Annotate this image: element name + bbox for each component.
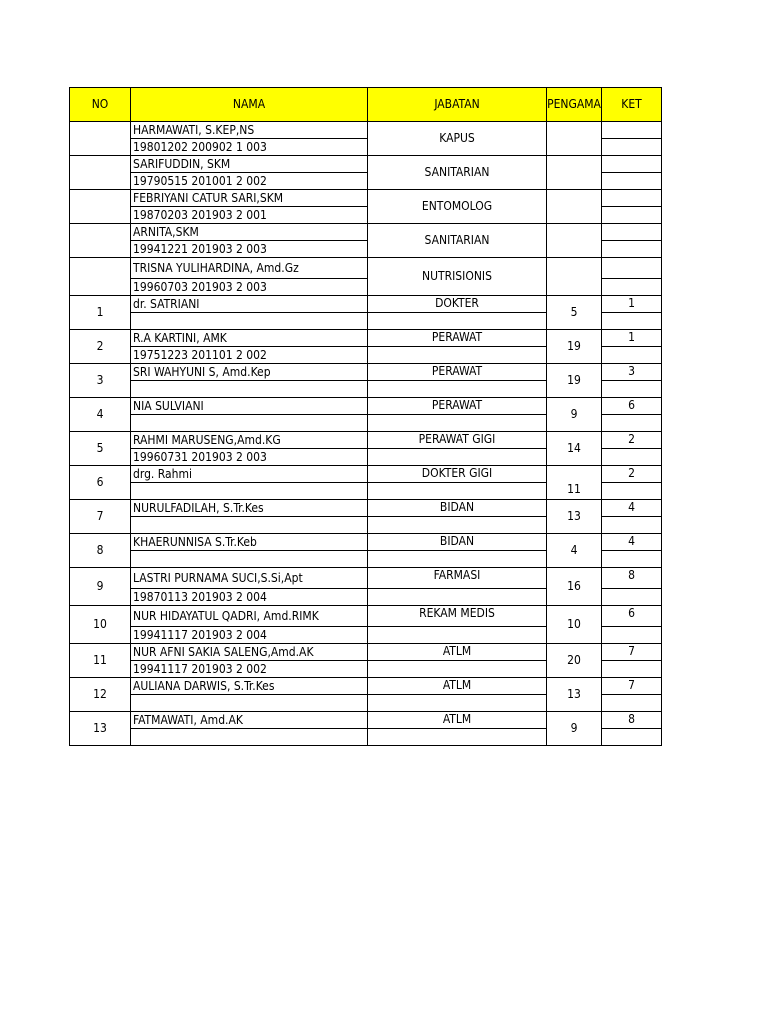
header-jabatan: JABATAN — [368, 88, 547, 122]
cell-jabatan-blank — [368, 449, 547, 466]
cell-jabatan-blank — [368, 347, 547, 364]
header-row — [70, 88, 662, 122]
cell-pengalaman: 4 — [547, 534, 602, 568]
cell-ket-blank — [602, 661, 662, 678]
cell-name: NUR AFNI SAKIA SALENG,Amd.AK — [131, 644, 368, 661]
cell-pengalaman: 9 — [547, 712, 602, 746]
cell-no: 13 — [70, 712, 131, 746]
cell-ket-blank — [602, 241, 662, 258]
cell-nip: 19801202 200902 1 003 — [131, 139, 368, 156]
cell-nip — [131, 729, 368, 746]
cell-ket-blank — [602, 449, 662, 466]
cell-no: 9 — [70, 568, 131, 606]
cell-jabatan-blank — [368, 415, 547, 432]
cell-jabatan: KAPUS — [368, 122, 547, 156]
cell-nip — [131, 483, 368, 500]
header-no: NO — [70, 88, 131, 122]
cell-ket-blank — [602, 483, 662, 500]
cell-name: ARNITA,SKM — [131, 224, 368, 241]
cell-pengalaman: 19 — [547, 330, 602, 364]
cell-nip — [131, 313, 368, 330]
cell-nip: 19790515 201001 2 002 — [131, 173, 368, 190]
cell-ket-blank — [602, 381, 662, 398]
cell-jabatan: ATLM — [368, 712, 547, 729]
cell-jabatan-blank — [368, 627, 547, 644]
cell-pengalaman: 9 — [547, 398, 602, 432]
cell-ket: 6 — [602, 398, 662, 415]
cell-name: LASTRI PURNAMA SUCI,S.Si,Apt — [131, 568, 368, 589]
cell-no: 7 — [70, 500, 131, 534]
cell-name: TRISNA YULIHARDINA, Amd.Gz — [131, 258, 368, 279]
cell-no — [70, 156, 131, 190]
cell-no: 4 — [70, 398, 131, 432]
cell-nip: 19941117 201903 2 004 — [131, 627, 368, 644]
cell-nip: 19941117 201903 2 002 — [131, 661, 368, 678]
cell-pengalaman — [547, 224, 602, 258]
cell-nip: 19870113 201903 2 004 — [131, 589, 368, 606]
cell-ket: 6 — [602, 606, 662, 627]
cell-no — [70, 224, 131, 258]
cell-ket-blank — [602, 415, 662, 432]
cell-name: NIA SULVIANI — [131, 398, 368, 415]
cell-jabatan: REKAM MEDIS — [368, 606, 547, 627]
cell-jabatan-blank — [368, 313, 547, 330]
cell-ket-blank — [602, 517, 662, 534]
cell-pengalaman: 20 — [547, 644, 602, 678]
cell-ket-blank — [602, 279, 662, 296]
table-row — [70, 568, 662, 589]
cell-ket: 4 — [602, 534, 662, 551]
cell-name: SRI WAHYUNI S, Amd.Kep — [131, 364, 368, 381]
cell-no: 12 — [70, 678, 131, 712]
cell-jabatan: SANITARIAN — [368, 156, 547, 190]
cell-jabatan: PERAWAT — [368, 330, 547, 347]
cell-jabatan: PERAWAT — [368, 364, 547, 381]
cell-no — [70, 258, 131, 296]
table-row — [70, 712, 662, 729]
table-body — [70, 122, 662, 746]
cell-jabatan-blank — [368, 551, 547, 568]
cell-ket-blank — [602, 627, 662, 644]
table-row — [70, 534, 662, 551]
cell-pengalaman: 11 — [547, 466, 602, 500]
cell-pengalaman: 10 — [547, 606, 602, 644]
cell-ket — [602, 122, 662, 139]
cell-ket: 1 — [602, 330, 662, 347]
cell-ket: 8 — [602, 712, 662, 729]
cell-ket: 1 — [602, 296, 662, 313]
cell-jabatan-blank — [368, 661, 547, 678]
cell-jabatan: PERAWAT — [368, 398, 547, 415]
cell-name: AULIANA DARWIS, S.Tr.Kes — [131, 678, 368, 695]
cell-name: HARMAWATI, S.KEP,NS — [131, 122, 368, 139]
table-row — [70, 156, 662, 173]
table-row — [70, 398, 662, 415]
cell-no: 6 — [70, 466, 131, 500]
cell-jabatan: BIDAN — [368, 500, 547, 517]
cell-ket: 4 — [602, 500, 662, 517]
cell-ket: 3 — [602, 364, 662, 381]
table-row — [70, 364, 662, 381]
cell-name: dr. SATRIANI — [131, 296, 368, 313]
cell-nip — [131, 517, 368, 534]
cell-ket: 7 — [602, 678, 662, 695]
cell-ket-blank — [602, 313, 662, 330]
cell-nip: 19941221 201903 2 003 — [131, 241, 368, 258]
cell-name: drg. Rahmi — [131, 466, 368, 483]
cell-nip — [131, 415, 368, 432]
cell-ket — [602, 156, 662, 173]
cell-pengalaman — [547, 190, 602, 224]
table-row — [70, 678, 662, 695]
cell-jabatan: ATLM — [368, 678, 547, 695]
cell-ket — [602, 258, 662, 279]
cell-no: 8 — [70, 534, 131, 568]
cell-ket: 2 — [602, 466, 662, 483]
header-pengalaman: PENGAMA — [547, 88, 602, 122]
cell-no: 3 — [70, 364, 131, 398]
table-row — [70, 190, 662, 207]
table-row — [70, 466, 662, 483]
cell-jabatan: DOKTER GIGI — [368, 466, 547, 483]
cell-ket — [602, 224, 662, 241]
cell-no: 1 — [70, 296, 131, 330]
cell-name: NUR HIDAYATUL QADRI, Amd.RIMK — [131, 606, 368, 627]
cell-ket — [602, 190, 662, 207]
cell-ket: 2 — [602, 432, 662, 449]
cell-pengalaman — [547, 122, 602, 156]
cell-pengalaman: 16 — [547, 568, 602, 606]
cell-jabatan: ENTOMOLOG — [368, 190, 547, 224]
cell-name: FEBRIYANI CATUR SARI,SKM — [131, 190, 368, 207]
table-row — [70, 432, 662, 449]
cell-no: 5 — [70, 432, 131, 466]
cell-jabatan: FARMASI — [368, 568, 547, 589]
table-row — [70, 500, 662, 517]
cell-ket-blank — [602, 695, 662, 712]
cell-name: FATMAWATI, Amd.AK — [131, 712, 368, 729]
cell-ket-blank — [602, 173, 662, 190]
cell-jabatan-blank — [368, 483, 547, 500]
cell-jabatan-blank — [368, 381, 547, 398]
table-row — [70, 258, 662, 279]
cell-pengalaman: 13 — [547, 500, 602, 534]
cell-pengalaman: 14 — [547, 432, 602, 466]
header-nama: NAMA — [131, 88, 368, 122]
cell-jabatan: ATLM — [368, 644, 547, 661]
table-row — [70, 224, 662, 241]
cell-pengalaman: 13 — [547, 678, 602, 712]
cell-name: SARIFUDDIN, SKM — [131, 156, 368, 173]
table-row — [70, 644, 662, 661]
cell-ket: 8 — [602, 568, 662, 589]
cell-ket-blank — [602, 729, 662, 746]
header-ket: KET — [602, 88, 662, 122]
cell-ket: 7 — [602, 644, 662, 661]
cell-name: KHAERUNNISA S.Tr.Keb — [131, 534, 368, 551]
cell-nip: 19751223 201101 2 002 — [131, 347, 368, 364]
cell-nip: 19960703 201903 2 003 — [131, 279, 368, 296]
cell-no — [70, 190, 131, 224]
cell-ket-blank — [602, 139, 662, 156]
cell-no — [70, 122, 131, 156]
cell-ket-blank — [602, 207, 662, 224]
staff-table — [69, 87, 662, 746]
cell-jabatan: BIDAN — [368, 534, 547, 551]
cell-pengalaman: 5 — [547, 296, 602, 330]
cell-name: NURULFADILAH, S.Tr.Kes — [131, 500, 368, 517]
cell-no: 2 — [70, 330, 131, 364]
cell-ket-blank — [602, 551, 662, 568]
cell-nip: 19960731 201903 2 003 — [131, 449, 368, 466]
cell-name: RAHMI MARUSENG,Amd.KG — [131, 432, 368, 449]
table-row — [70, 296, 662, 313]
cell-jabatan-blank — [368, 729, 547, 746]
cell-jabatan: SANITARIAN — [368, 224, 547, 258]
table-row — [70, 122, 662, 139]
cell-no: 10 — [70, 606, 131, 644]
cell-nip — [131, 551, 368, 568]
cell-name: R.A KARTINI, AMK — [131, 330, 368, 347]
table-row — [70, 606, 662, 627]
cell-jabatan: NUTRISIONIS — [368, 258, 547, 296]
cell-pengalaman — [547, 258, 602, 296]
cell-ket-blank — [602, 347, 662, 364]
cell-pengalaman — [547, 156, 602, 190]
table-row — [70, 330, 662, 347]
cell-jabatan: DOKTER — [368, 296, 547, 313]
cell-no: 11 — [70, 644, 131, 678]
cell-nip — [131, 695, 368, 712]
cell-jabatan-blank — [368, 695, 547, 712]
cell-nip: 19870203 201903 2 001 — [131, 207, 368, 224]
cell-nip — [131, 381, 368, 398]
cell-jabatan: PERAWAT GIGI — [368, 432, 547, 449]
cell-pengalaman: 19 — [547, 364, 602, 398]
cell-jabatan-blank — [368, 517, 547, 534]
cell-jabatan-blank — [368, 589, 547, 606]
cell-ket-blank — [602, 589, 662, 606]
